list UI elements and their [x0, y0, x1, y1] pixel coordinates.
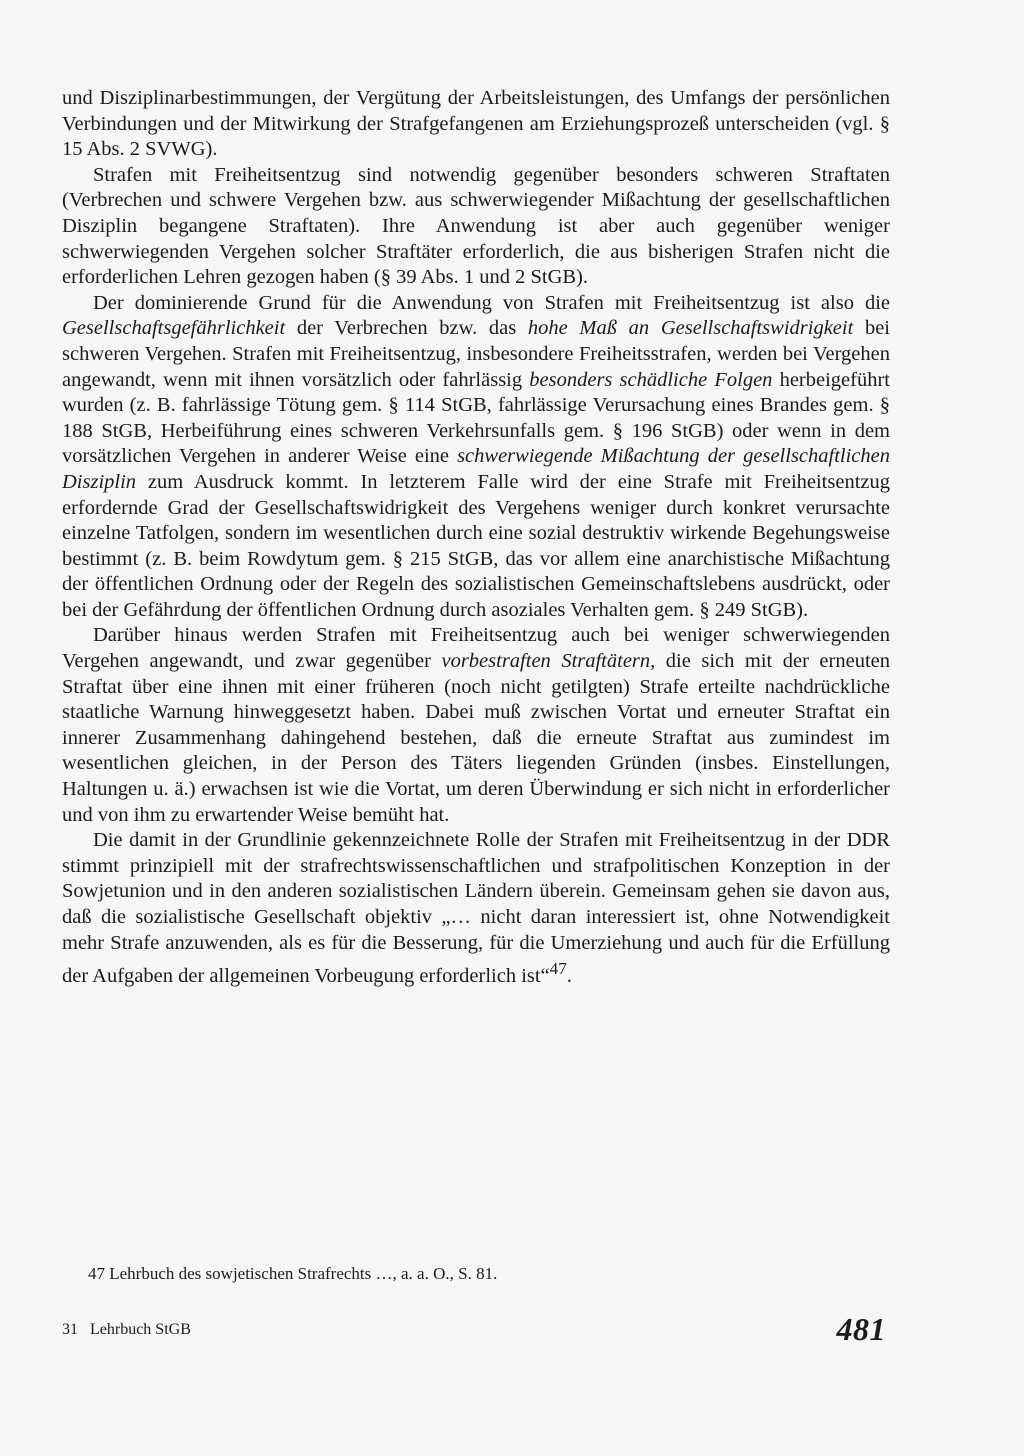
paragraph-text: der Verbrechen bzw. das — [285, 317, 528, 340]
paragraph-text: Der dominierende Grund für die Anwendung von Strafen mit Freiheitsentzug ist also die — [93, 291, 890, 314]
paragraph-text: herbeigeführt wurden (z. B. fahrlässige Tötung gem. § 114 StGB, fahrlässige Verursachung eines Brandes gem. § 188 StGB, Herbeiführung eines schweren Verkehrsunfalls gem. § 196 StGB) oder wenn in dem vorsätzlichen Vergehen in anderer Weise eine — [62, 368, 890, 468]
paragraph — [62, 828, 890, 989]
paragraph — [62, 86, 890, 163]
emphasis-text: besonders schädliche Folgen — [529, 368, 773, 391]
footnote-ref: 47 — [549, 959, 567, 979]
paragraph-text: . — [566, 965, 572, 988]
paragraph — [62, 163, 890, 291]
signature-number: 31 — [62, 1321, 78, 1338]
page-number: 481 — [836, 1311, 886, 1347]
emphasis-text: Gesellschaftsgefährlichkeit — [62, 317, 286, 340]
paragraph — [62, 623, 890, 828]
paragraph-text: und Disziplinarbestimmungen, der Vergütung der Arbeitsleistungen, des Umfangs der persönlichen Verbindungen und der Mitwirkung der Strafgefangenen am Erziehungsprozeß unterscheiden (vgl. § 15 Abs. 2 SVWG). — [62, 87, 890, 161]
page-body — [62, 86, 890, 990]
paragraph-text: zum Ausdruck kommt. In letzterem Falle wird der eine Strafe mit Freiheitsentzug erfordernde Grad der Gesellschaftswidrigkeit des Vergehens weniger durch konkret verursachte einzelne Tatfolgen, sondern im wesentlichen durch eine sozial destruktiv wirkende Begehungsweise bestimmt (z. B. beim Rowdytum gem. § 215 StGB, das vor allem eine anarchistische Mißachtung der öffentlichen Ordnung oder der Regeln des sozialistischen Gemeinschaftslebens ausdrückt, oder bei der Gefährdung der öffentlichen Ordnung durch asoziales Verhalten gem. § 249 StGB). — [62, 470, 890, 621]
signature-text: Lehrbuch StGB — [90, 1321, 191, 1338]
signature-mark — [62, 1321, 191, 1339]
emphasis-text: schwerwiegende Mißachtung der gesellschaftlichen Disziplin — [62, 445, 890, 493]
page-footer — [62, 1311, 890, 1351]
emphasis-text: hohe Maß an Gesellschaftswidrigkeit — [527, 317, 854, 340]
paragraph-text: bei schweren Vergehen. Strafen mit Freiheitsentzug, insbesondere Freiheitsstrafen, werden bei Vergehen angewandt, wenn mit ihnen vorsätzlich oder fahrlässig — [62, 317, 891, 391]
paragraph-text: Die damit in der Grundlinie gekennzeichnete Rolle der Strafen mit Freiheitsentzug in der DDR stimmt prinzipiell mit der strafrechtswissenschaftlichen und strafpolitischen Konzeption in der Sowjetunion und in den anderen sozialistischen Ländern überein. Gemeinsam gehen sie davon aus, daß die sozialistische Gesellschaft objektiv „… nicht daran interessiert ist, ohne Notwendigkeit mehr Strafe anzuwenden, als es für die Besserung, für die Umerziehung und auch für die Erfüllung der Aufgaben der allgemeinen Vorbeugung erforderlich ist“ — [62, 829, 890, 988]
paragraph-text: die sich mit der erneuten Straftat über eine ihnen mit einer früheren (noch nicht getilgten) Strafe erteilte nachdrückliche staatliche Warnung hinweggesetzt haben. Dabei muß zwischen Vortat und erneuter Straftat ein innerer Zusammenhang dahingehend bestehen, daß die erneute Straftat aus zumindest im wesentlichen gleichen, in der Person des Täters liegenden Gründen (insbes. Einstellungen, Haltungen u. ä.) erwachsen ist wie die Vortat, um deren Überwindung er sich nicht in erforderlicher und von ihm zu erwartender Weise bemüht hat. — [62, 650, 890, 826]
paragraph-text: Strafen mit Freiheitsentzug sind notwendig gegenüber besonders schweren Straftaten (Verbrechen und schwere Vergehen bzw. aus schwerwiegender Mißachtung der gesellschaftlichen Disziplin begangene Straftaten). Ihre Anwendung ist aber auch gegenüber weniger schwerwiegenden Vergehen solcher Straftäter erforderlich, die aus bisherigen Strafen nicht die erforderlichen Lehren gezogen haben (§ 39 Abs. 1 und 2 StGB). — [62, 163, 890, 289]
footnote: 47 Lehrbuch des sowjetischen Strafrechts …, a. a. O., S. 81. — [88, 1264, 498, 1283]
paragraph-text: Darüber hinaus werden Strafen mit Freiheitsentzug auch bei weniger schwerwiegenden Vergehen angewandt, und zwar gegenüber — [62, 624, 890, 673]
paragraph — [62, 291, 890, 624]
emphasis-text: vorbestraften Straftätern, — [441, 650, 656, 673]
